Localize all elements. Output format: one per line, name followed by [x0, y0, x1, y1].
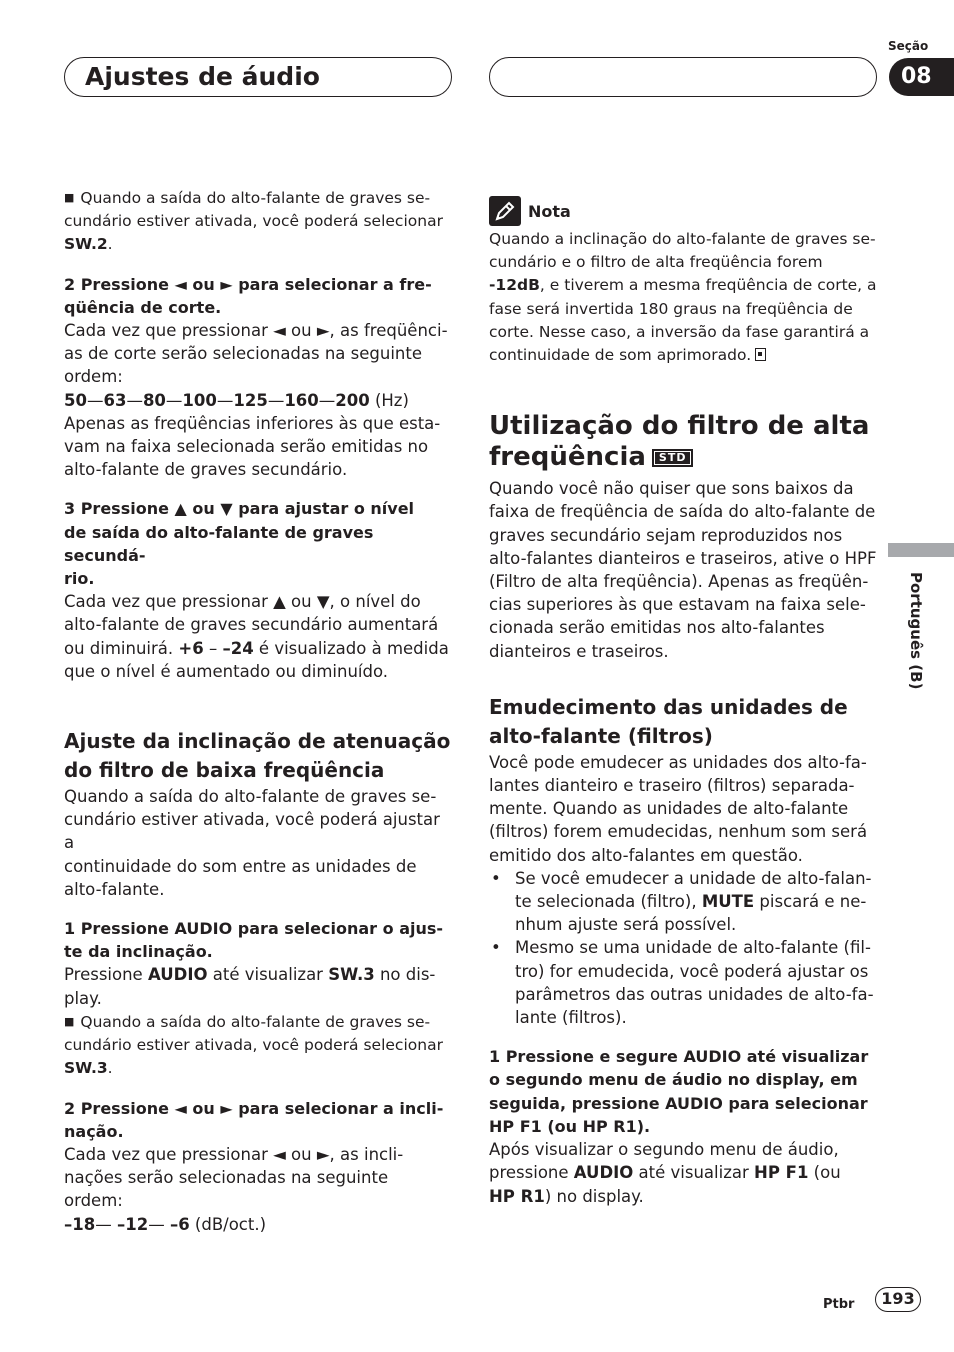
- page-number: 193: [875, 1287, 921, 1312]
- note-body: Quando a inclinação do alto-falante de graves se- cundário e o filtro de alta freqüência forem -12dB, e tiverem a mesma freqüência de corte, a fase será invertida 180 graus na freqüência de corte. Nesse caso, a inversão da fase garantirá a continuidade de som aprimorado.: [489, 230, 877, 365]
- language-code: Ptbr: [823, 1297, 855, 1312]
- language-tab-label: Português (B): [907, 572, 925, 690]
- slope-step-1-heading: 1 Pressione AUDIO para selecionar o ajus- te da inclinação.: [64, 919, 444, 962]
- left-column: [64, 186, 454, 1236]
- list-item: • Mesmo se uma unidade de alto-falante (fil- tro) for emudecida, você poderá ajustar os parâmetros das outras unidades de alto-fa- lante (filtros).: [491, 938, 874, 1028]
- mute-step-1-body: Após visualizar o segundo menu de áudio, pressione AUDIO até visualizar HP F1 (ou HP R1) no display.: [489, 1140, 841, 1206]
- step-2-body: Cada vez que pressionar ◄ ou ►, as freqüênci- as de corte serão selecionadas na seguinte ordem: 50—63—80—100—125—160—200 (Hz) Apenas as freqüências inferiores às que esta- vam na faixa selecionada serão emitidas no alto-falante de graves secundário.: [64, 319, 454, 481]
- mute-section-heading: Emudecimento das unidades de alto-falante (filtros): [489, 694, 848, 748]
- section-title-frame: [64, 57, 452, 97]
- slope-sequence: –18— –12— –6 (dB/oct.): [64, 1214, 267, 1234]
- note-pencil-icon: [489, 196, 521, 226]
- bullet-dot-icon: •: [491, 868, 501, 888]
- slope-step-2-heading: 2 Pressione ◄ ou ► para selecionar a incli- nação.: [64, 1098, 444, 1141]
- header-blank-frame: [489, 57, 877, 97]
- bullet-dot-icon: •: [491, 938, 501, 958]
- mute-step-1-heading: 1 Pressione e segure AUDIO até visualizar o segundo menu de áudio no display, em seguida, pressione AUDIO para selecionar HP F1 (ou HP R1).: [489, 1047, 869, 1136]
- note-header: [489, 196, 879, 226]
- note-sw3: ■ Quando a saída do alto-falante de graves se- cundário estiver ativada, você poderá selecionar SW.3.: [64, 1012, 443, 1078]
- note-title: Nota: [528, 201, 571, 221]
- section-label: Seção: [888, 39, 929, 53]
- slope-step-1-body: Pressione AUDIO até visualizar SW.3 no dis- play.: [64, 965, 436, 1008]
- step-3-heading: 3 Pressione ▲ ou ▼ para ajustar o nível de saída do alto-falante de graves secundá- rio.: [64, 499, 415, 589]
- slope-intro: Quando a saída do alto-falante de graves se- cundário estiver ativada, você poderá ajustar a continuidade do som entre as unidades de alto-falante.: [64, 787, 440, 899]
- hpf-body: Quando você não quiser que sons baixos da faixa de freqüência de saída do alto-falante de graves secundário sejam reproduzidos nos alto-falantes dianteiros e traseiros, ative o HPF (Filtro de alta freqüência). Apenas as freqüên- cias superiores às que estavam na faixa sele- cionada serão emitidas nos alto-falantes dianteiros e traseiros.: [489, 479, 877, 661]
- section-number-badge: 08: [889, 58, 954, 96]
- slope-step-2-body: Cada vez que pressionar ◄ ou ►, as incli- nações serão selecionadas na seguinte ordem: –18— –12— –6 (dB/oct.): [64, 1143, 454, 1236]
- step-2-heading: 2 Pressione ◄ ou ► para selecionar a fre- qüência de corte.: [64, 274, 432, 317]
- language-tab-bar: [888, 543, 954, 557]
- right-column: [489, 196, 879, 1208]
- end-mark-icon: [755, 348, 766, 361]
- page-title: Ajustes de áudio: [85, 62, 320, 91]
- frequency-sequence: 50—63—80—100—125—160—200 (Hz): [64, 390, 409, 410]
- mute-body: Você pode emudecer as unidades dos alto-fa- lantes dianteiro e traseiro (filtros) separada- mente. Quando as unidades de alto-falante (filtros) forem emudecidas, nenhum som será emitido dos alto-falantes em questão.: [489, 752, 868, 865]
- square-bullet-icon: ■: [64, 1014, 75, 1028]
- slope-section-heading: Ajuste da inclinação de atenuação do filtro de baixa freqüência: [64, 729, 451, 783]
- list-item: • Se você emudecer a unidade de alto-falan- te selecionada (filtro), MUTE piscará e ne- nhum ajuste será possível.: [491, 868, 872, 935]
- step-3-body: Cada vez que pressionar ▲ ou ▼, o nível do alto-falante de graves secundário aumentará ou diminuirá. +6 – –24 é visualizado à medida que o nível é aumentado ou diminuído.: [64, 592, 449, 681]
- note-sw2: ■ Quando a saída do alto-falante de graves se- cundário estiver ativada, você poderá selecionar SW.2.: [64, 189, 443, 254]
- std-badge: STD: [652, 449, 694, 467]
- square-bullet-icon: ■: [64, 191, 75, 204]
- hpf-section-heading: Utilização do filtro de alta freqüência STD: [489, 411, 870, 473]
